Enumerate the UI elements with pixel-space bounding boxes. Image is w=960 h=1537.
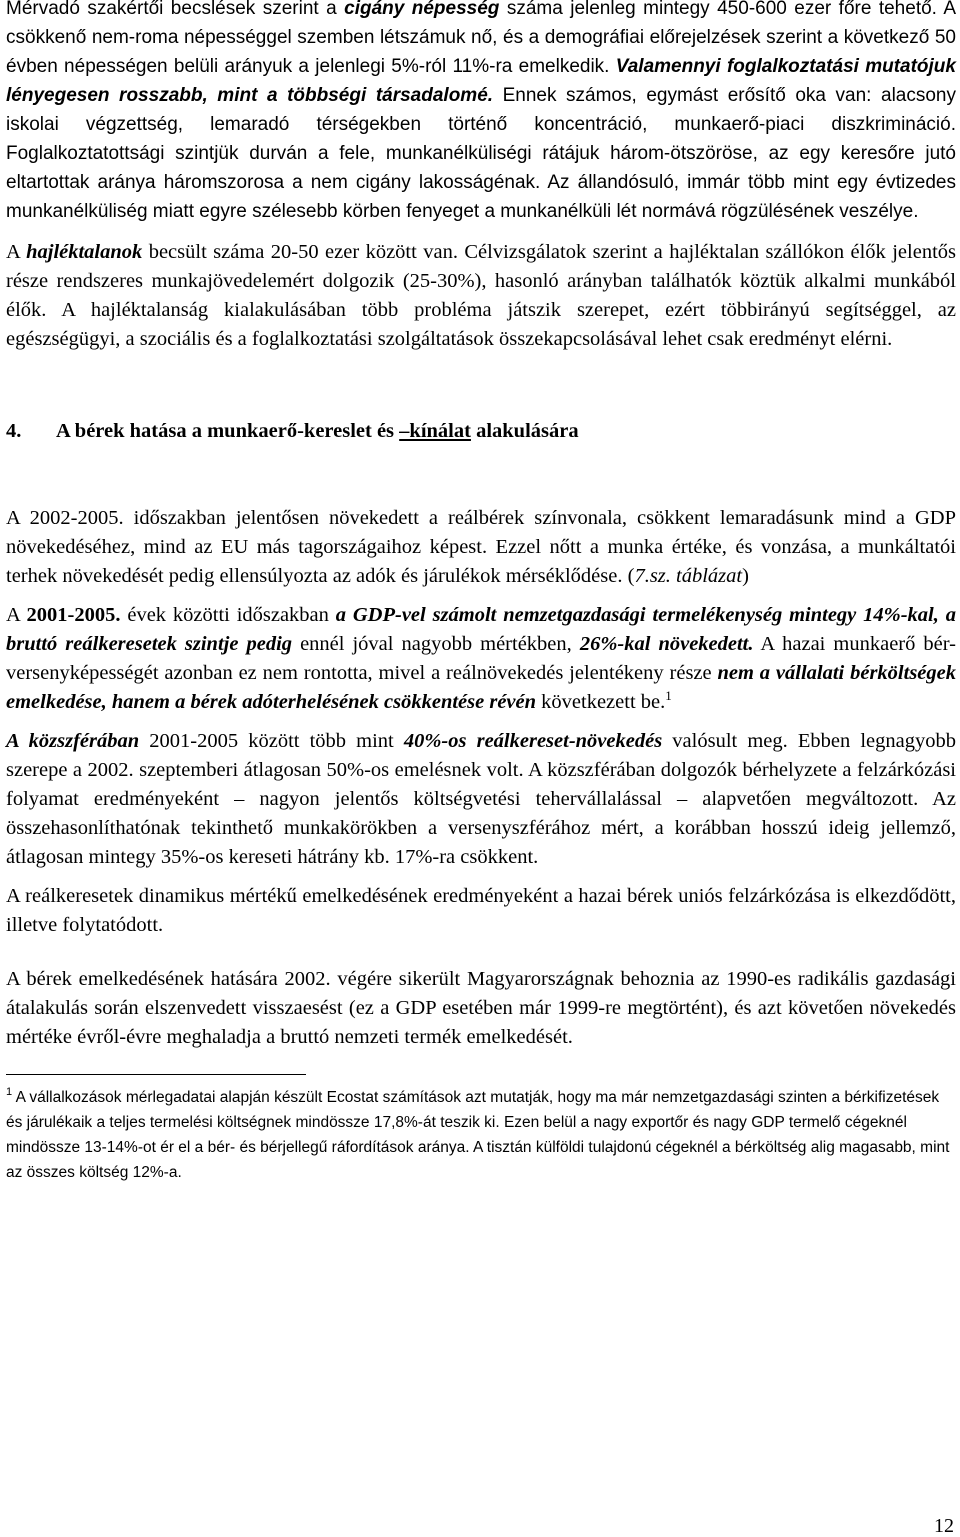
paragraph-roma-population: Mérvadó szakértői becslések szerint a cigány népesség száma jelenleg mintegy 450-600 ezer főre tehető. A csökkenő nem-roma népességgel szemben létszámuk nő, és a demográfiai előrejelzések szerint a következő 50 évben népességen belüli arányuk a jelenlegi 5%-ról 11%-ra emelkedik. Valamennyi foglalkoztatási mutatójuk lényegesen rosszabb, mint a többségi társadalomé. Ennek számos, egymást erősítő oka van: alacsony iskolai végzettség, lemaradó térségekben történő koncentráció, munkaerő-piaci diszkrimináció. Foglalkoztatottsági szintjük durván a fele, munkanélküliségi rátájuk három-ötszöröse, az egy keresőre jutó eltartottak aránya háromszorosa a nem cigány lakosságénak. Az állandósuló, immár több mint egy évtizedes munkanélküliség miatt egyre szélesebb körben fenyeget a munkanélküli lét normává rögzülésének veszélye.	[6, 0, 956, 222]
document-page	[6, 0, 956, 1185]
paragraph-gdp-recovery: A bérek emelkedésének hatására 2002. végére sikerült Magyarországnak behoznia az 1990-es radikális gazdasági átalakulás során elszenvedett visszaesést (ez a GDP esetében már 1999-re megtörtént), és azt követően növekedés mértéke évről-évre meghaladja a bruttó nemzeti termék emelkedését.	[6, 968, 956, 1048]
paragraph-productivity: A 2001-2005. évek közötti időszakban a GDP-vel számolt nemzetgazdasági termelékenység mintegy 14%-kal, a bruttó reálkeresetek szintje pedig ennél jóval nagyobb mértékben, 26%-kal növekedett. A hazai munkaerő bér-versenyképességét azonban ez nem rontotta, mivel a reálnövekedés jelentékeny része nem a vállalati bérköltségek emelkedése, hanem a bérek adóterhelésének csökkentése révén következett be.$^1$	[6, 604, 956, 713]
page-number: 12	[934, 1515, 954, 1537]
emphasis-roma: cigány népesség	[344, 0, 500, 19]
footnote-divider	[6, 1074, 306, 1075]
paragraph-public-sector: A közszférában 2001-2005 között több mint 40%-os reálkereset-növekedés valósult meg. Ebben legnagyobb szerepe a 2002. szeptemberi átlagosan 50%-os emelésnek volt. A közszférában dolgozók bérhelyzete a felzárkózási folyamat eredményeként – nagyon jelentős költségvetési tehervállalással – alapvetően megváltozott. Az összehasonlíthatónak tekinthető munkakörökben a versenyszférához mért, a korábban hosszú ideig jellemző, átlagosan mintegy 35%-os kereseti hátrány kb. 17%-ra csökkent.	[6, 730, 957, 868]
paragraph-homeless: A hajléktalanok becsült száma 20-50 ezer között van. Célvizsgálatok szerint a hajléktalan szállókon élők jelentős része rendszeres munkajövedelemért dolgozik (25-30%), hasonló arányban találhatók köztük alkalmi munkából élők. A hajléktalanság kialakulásában több probléma játszik szerepet, ezért többirányú segítséggel, az egészségügyi, a szociális és a foglalkoztatási szolgáltatások összekapcsolásával lehet csak eredményt elérni.	[6, 241, 956, 350]
emphasis-homeless: hajléktalanok	[26, 241, 143, 263]
section-number: 4.	[6, 420, 22, 442]
section-heading: 4. A bérek hatása a munkaerő-kereslet és –kínálat alakulására	[6, 417, 956, 446]
footnote: $^1$ A vállalkozások mérlegadatai alapján készült Ecostat számítások azt mutatják, hogy ma már nemzetgazdasági szinten a bérkifizetések és járulékaik a teljes termelési költségnek mindössze 17,8%-át teszik ki. Ezen belül a nagy exportőr és nagy GDP termelő cégeknél mindössze 13-14%-ot ér el a bér- és bérjellegű ráfordítások aránya. A tisztán külföldi tulajdonú cégeknél a bérköltség alig magasabb, mint az összes költség 12%-a.	[6, 1086, 950, 1181]
footnote-reference: 1	[665, 688, 672, 703]
table-reference: 7.sz. táblázat	[634, 565, 743, 587]
paragraph-eu-convergence: A reálkeresetek dinamikus mértékű emelkedésének eredményeként a hazai bérek uniós felzárkózása is elkezdődött, illetve folytatódott.	[6, 885, 956, 936]
emphasis-employment-indicators: Valamennyi foglalkoztatási mutatójuk lényegesen rosszabb, mint a többségi társadalomé.	[6, 56, 956, 106]
footnote-mark: 1	[6, 1086, 13, 1098]
paragraph-real-wages: A 2002-2005. időszakban jelentősen növekedett a reálbérek színvonala, csökkent lemaradásunk mind a GDP növekedéséhez, mind az EU más tagországaihoz képest. Ezzel nőtt a munka értéke, és vonzása, a munkáltatói terhek növekedését pedig ellensúlyozta az adók és járulékok mérséklődése. (7.sz. táblázat)	[6, 507, 956, 587]
